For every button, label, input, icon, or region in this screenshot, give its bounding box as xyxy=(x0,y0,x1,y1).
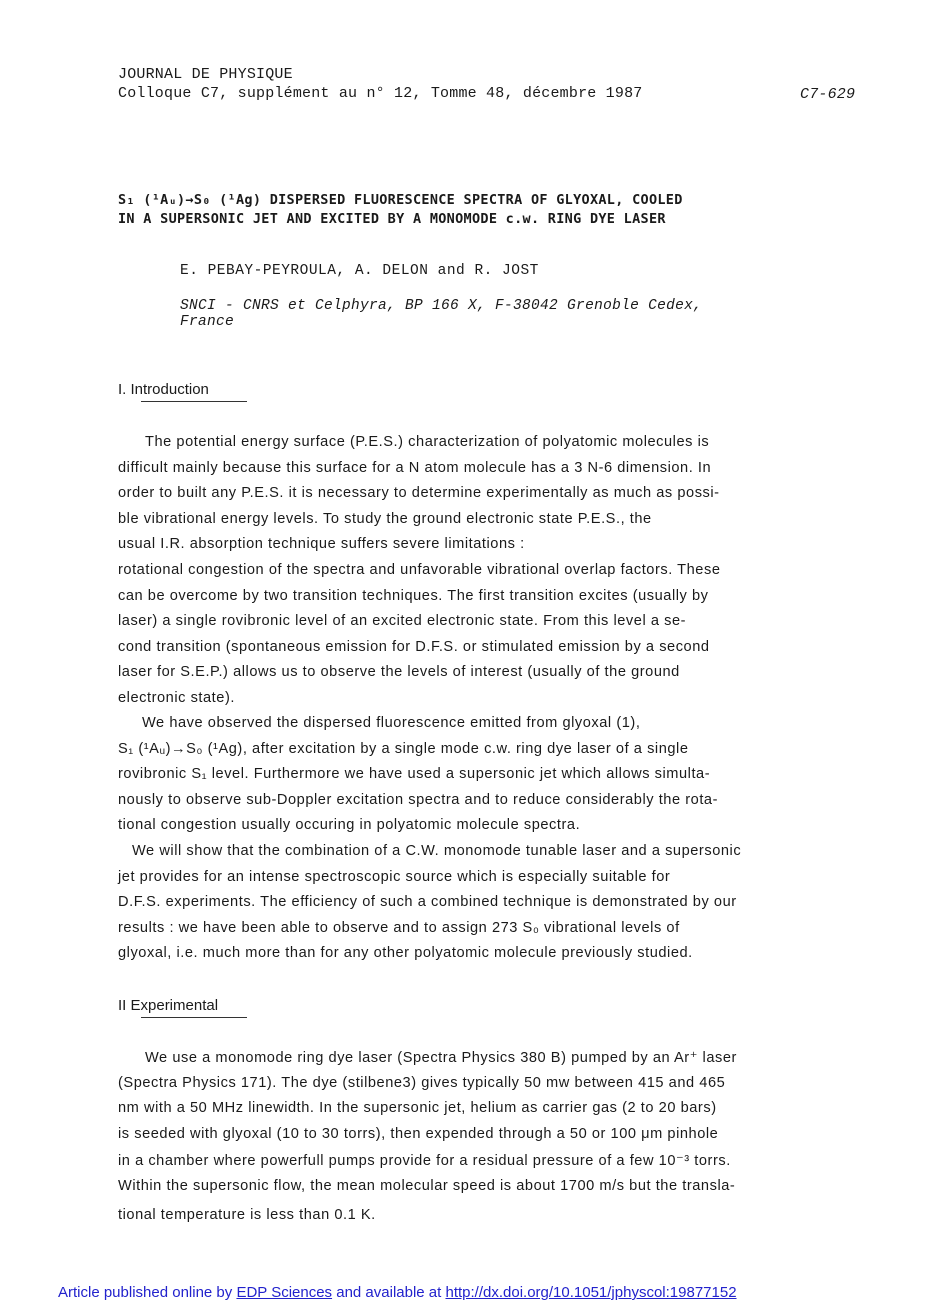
body-text-line: S₁ (¹Aᵤ)→S₀ (¹Ag), after excitation by a single mode c.w. ring dye laser of a single xyxy=(118,741,689,757)
body-text-line: jet provides for an intense spectroscopic source which is especially suitable for xyxy=(118,869,671,885)
heading-underline xyxy=(141,1017,247,1018)
body-text-line: glyoxal, i.e. much more than for any other polyatomic molecule previously studied. xyxy=(118,945,693,961)
body-text-line: The potential energy surface (P.E.S.) characterization of polyatomic molecules is xyxy=(145,434,710,450)
title-line-2: IN A SUPERSONIC JET AND EXCITED BY A MONOMODE c.w. RING DYE LASER xyxy=(118,211,666,227)
body-text-line: usual I.R. absorption technique suffers severe limitations : xyxy=(118,536,525,552)
colloque-info: Colloque C7, supplément au n° 12, Tomme 48, décembre 1987 xyxy=(118,85,643,102)
body-text-line: We have observed the dispersed fluorescence emitted from glyoxal (1), xyxy=(142,715,641,731)
affiliation-line-2: France xyxy=(180,314,235,330)
body-text-line: rotational congestion of the spectra and unfavorable vibrational overlap factors. These xyxy=(118,562,721,578)
doi-link[interactable]: http://dx.doi.org/10.1051/jphyscol:19877152 xyxy=(445,1284,737,1301)
body-text-line: can be overcome by two transition techniques. The first transition excites (usually by xyxy=(118,588,709,604)
authors: E. PEBAY-PEYROULA, A. DELON and R. JOST xyxy=(180,263,539,279)
body-text-line: rovibronic S₁ level. Furthermore we have used a supersonic jet which allows simulta- xyxy=(118,766,711,782)
body-text-line: Within the supersonic flow, the mean molecular speed is about 1700 m/s but the transla- xyxy=(118,1178,736,1194)
body-text-line: electronic state). xyxy=(118,690,235,706)
publisher-link[interactable]: EDP Sciences xyxy=(236,1284,333,1301)
section-heading-introduction xyxy=(118,381,209,398)
body-text-line: difficult mainly because this surface for a N atom molecule has a 3 N-6 dimension. In xyxy=(118,460,712,476)
footer-note xyxy=(58,1284,737,1301)
title-line-1: S₁ (¹Aᵤ)→S₀ (¹Ag) DISPERSED FLUORESCENCE SPECTRA OF GLYOXAL, COOLED xyxy=(118,192,683,208)
body-text-line: laser) a single rovibronic level of an excited electronic state. From this level a se- xyxy=(118,613,687,629)
affiliation-line-1: SNCI - CNRS et Celphyra, BP 166 X, F-38042 Grenoble Cedex, xyxy=(180,298,703,314)
body-text-line: We use a monomode ring dye laser (Spectra Physics 380 B) pumped by an Ar⁺ laser xyxy=(145,1050,737,1066)
heading-underline xyxy=(141,401,247,402)
section-heading-experimental xyxy=(118,997,218,1014)
body-text-line: nm with a 50 MHz linewidth. In the supersonic jet, helium as carrier gas (2 to 20 bars) xyxy=(118,1100,717,1116)
body-text-line: We will show that the combination of a C.W. monomode tunable laser and a supersonic xyxy=(132,843,742,859)
section-heading-text: II Experimental xyxy=(118,997,219,1014)
journal-name: JOURNAL DE PHYSIQUE xyxy=(118,66,293,83)
page-reference: C7-629 xyxy=(800,86,856,103)
section-heading-text: I. Introduction xyxy=(118,381,209,398)
body-text-line: is seeded with glyoxal (10 to 30 torrs), then expended through a 50 or 100 μm pinhole xyxy=(118,1126,719,1142)
body-text-line: tional congestion usually occuring in polyatomic molecule spectra. xyxy=(118,817,581,833)
footer-middle: and available at xyxy=(332,1284,446,1301)
body-text-line: tional temperature is less than 0.1 K. xyxy=(118,1207,376,1223)
body-text-line: D.F.S. experiments. The efficiency of such a combined technique is demonstrated by our xyxy=(118,894,737,910)
body-text-line: order to built any P.E.S. it is necessary to determine experimentally as much as possi- xyxy=(118,485,720,501)
body-text-line: nously to observe sub-Doppler excitation spectra and to reduce considerably the rota- xyxy=(118,792,719,808)
body-text-line: ble vibrational energy levels. To study the ground electronic state P.E.S., the xyxy=(118,511,652,527)
body-text-line: cond transition (spontaneous emission for D.F.S. or stimulated emission by a second xyxy=(118,639,710,655)
body-text-line: in a chamber where powerfull pumps provide for a residual pressure of a few 10⁻³ torrs. xyxy=(118,1153,731,1169)
body-text-line: results : we have been able to observe and to assign 273 S₀ vibrational levels of xyxy=(118,920,680,936)
body-text-line: laser for S.E.P.) allows us to observe the levels of interest (usually of the ground xyxy=(118,664,680,680)
footer-prefix: Article published online by xyxy=(58,1284,237,1301)
body-text-line: (Spectra Physics 171). The dye (stilbene3) gives typically 50 mw between 415 and 465 xyxy=(118,1075,726,1091)
